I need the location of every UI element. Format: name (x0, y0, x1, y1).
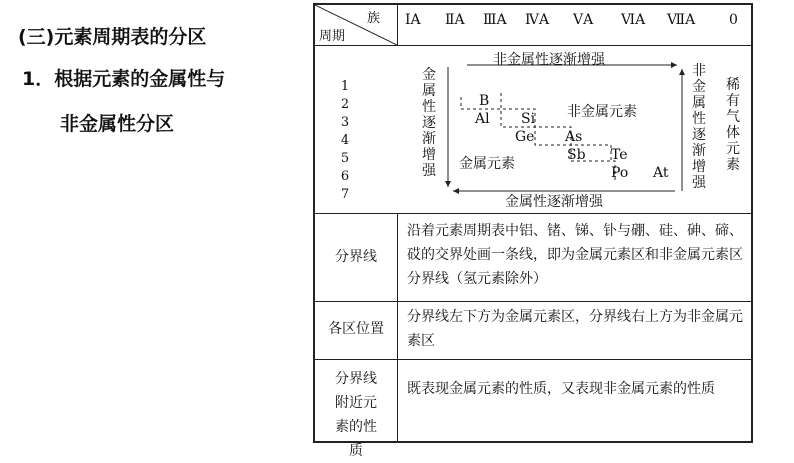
element-si: Si (521, 111, 536, 127)
row-divider-2 (315, 301, 751, 302)
group-0: 0 (729, 12, 738, 28)
element-as: As (565, 129, 583, 145)
group-5a: ⅤA (573, 12, 594, 28)
left-arrow-label: 金属性逐渐增强 (422, 67, 436, 179)
group-6a: ⅥA (621, 12, 646, 28)
period-4: 4 (340, 133, 350, 148)
element-at: At (653, 165, 669, 181)
bottom-arrow-label: 金属性逐渐增强 (505, 194, 603, 210)
row-text-boundary: 沿着元素周期表中铝、锗、锑、钋与硼、硅、砷、碲、砹的交界处画一条线，即为金属元素区和非金属元素区分界线（氢元素除外） (407, 223, 743, 287)
row-label-properties: 分界线附近元素的性质 (335, 371, 377, 459)
group-4a: ⅣA (525, 12, 550, 28)
element-po: Po (611, 165, 629, 181)
group-7a: ⅦA (667, 12, 696, 28)
element-sb: Sb (567, 147, 586, 163)
row-divider-3 (315, 359, 751, 360)
subtitle-line-2: 非金属性分区 (60, 113, 175, 135)
group-2a: ⅡA (445, 12, 465, 28)
period-3: 3 (340, 115, 350, 130)
period-header-label: 周期 (319, 29, 346, 44)
diagram-arrows (315, 5, 755, 215)
group-3a: ⅢA (483, 12, 507, 28)
period-7: 7 (340, 187, 350, 202)
label-column-divider (397, 213, 398, 441)
section-title: (三)元素周期表的分区 (18, 26, 207, 48)
top-arrow-label: 非金属性逐渐增强 (493, 52, 605, 68)
period-1: 1 (340, 79, 350, 94)
nonmetal-zone-label: 非金属元素 (567, 104, 637, 120)
right-arrow-label: 非金属性逐渐增强 (692, 63, 706, 191)
subtitle-line-1: 1．根据元素的金属性与 (22, 68, 226, 90)
row-label-boundary: 分界线 (335, 249, 377, 265)
row-label-positions: 各区位置 (328, 321, 384, 337)
element-al: Al (475, 111, 490, 127)
noble-gas-label: 稀有气体元素 (726, 77, 740, 173)
metal-zone-label: 金属元素 (459, 156, 515, 172)
element-ge: Ge (515, 129, 535, 145)
period-6: 6 (340, 169, 350, 184)
group-header-label: 族 (367, 11, 381, 26)
group-1a: ⅠA (405, 12, 421, 28)
row-text-properties: 既表现金属元素的性质，又表现非金属元素的性质 (407, 381, 715, 397)
element-b: B (479, 93, 490, 109)
row-text-positions: 分界线左下方为金属元素区，分界线右上方为非金属元素区 (407, 309, 743, 349)
period-5: 5 (340, 151, 350, 166)
element-te: Te (611, 147, 628, 163)
periodic-partition-table (313, 3, 753, 459)
period-2: 2 (340, 97, 350, 112)
